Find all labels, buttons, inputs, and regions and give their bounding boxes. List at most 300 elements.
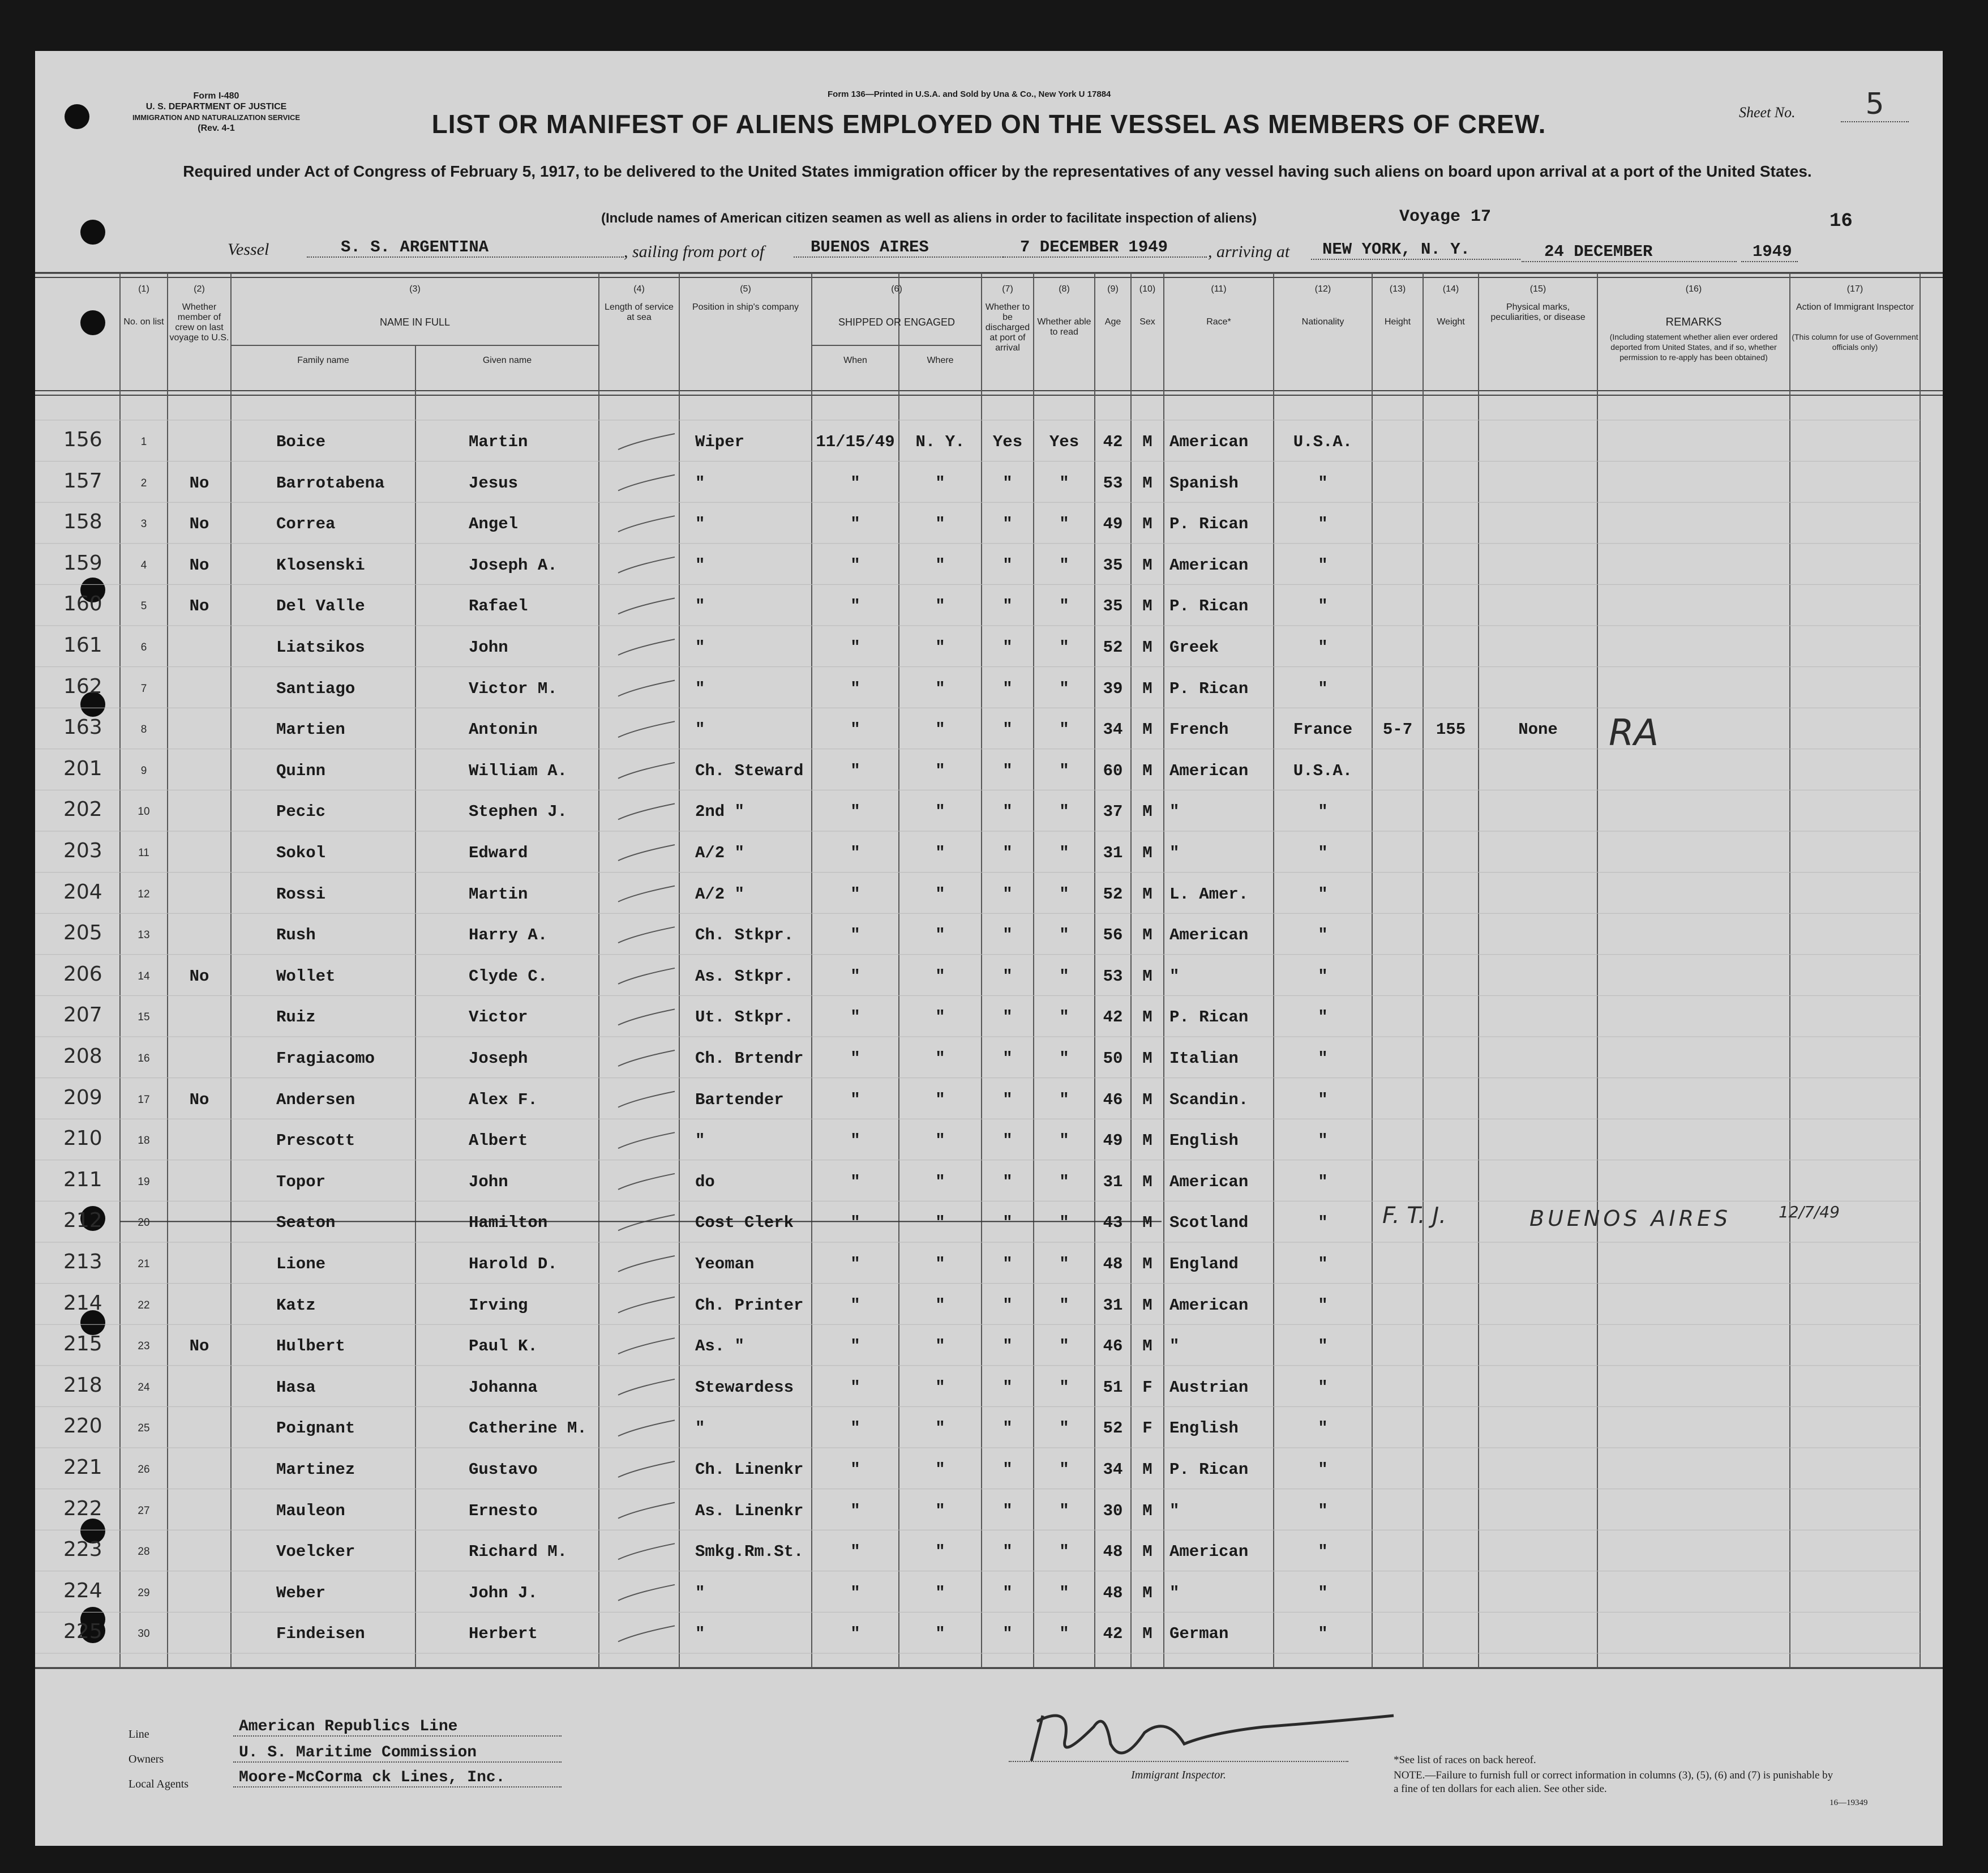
to-be-discharged: " (1002, 844, 1013, 862)
shipped-when: " (850, 1131, 860, 1151)
service-tick-mark (618, 1215, 675, 1230)
sheet-no-value: 5 (1841, 87, 1909, 122)
shipped-when: " (850, 1337, 860, 1356)
remark-ftj-place: BUENOS AIRES (1529, 1206, 1732, 1231)
line-number: 204 (63, 880, 102, 904)
age: 50 (1103, 1049, 1123, 1068)
line-number: 208 (63, 1045, 102, 1068)
given-name: Richard M. (469, 1542, 568, 1562)
list-number: 7 (140, 682, 147, 695)
sex: M (1142, 967, 1152, 986)
list-number: 12 (138, 888, 150, 900)
service-tick-mark (618, 434, 675, 450)
column-subheading: Family name (297, 356, 349, 365)
shipped-where: " (935, 1131, 945, 1151)
to-be-discharged: Yes (992, 433, 1023, 451)
last-voyage: No (189, 1337, 209, 1356)
family-name: Rush (276, 926, 316, 945)
given-name: Gustavo (469, 1460, 538, 1479)
shipped-where: " (935, 1378, 945, 1397)
line-number: 201 (63, 756, 102, 780)
position: Ch. Stkpr. (695, 926, 794, 945)
position: Bartender (695, 1090, 784, 1109)
position: " (695, 1624, 705, 1644)
age: 48 (1103, 1255, 1123, 1273)
last-voyage: No (189, 597, 209, 616)
shipped-when: " (850, 638, 860, 657)
sex: M (1142, 884, 1152, 904)
able-to-read: " (1059, 1419, 1069, 1438)
to-be-discharged: " (1002, 1542, 1013, 1562)
race: " (1169, 1583, 1180, 1602)
list-number: 21 (138, 1258, 150, 1270)
shipped-when: " (850, 1213, 860, 1233)
family-name: Sokol (276, 844, 326, 862)
to-be-discharged: " (1002, 1337, 1013, 1356)
column-heading: Whether member of crew on last voyage to U.S. (169, 302, 229, 343)
shipped-where: " (935, 1419, 945, 1438)
race: P. Rican (1169, 1008, 1249, 1027)
able-to-read: " (1059, 802, 1069, 822)
position: Ch. Linenkr (695, 1460, 804, 1479)
line-number: 211 (63, 1168, 102, 1191)
shipped-where: " (935, 1542, 945, 1562)
service-tick-mark (618, 1132, 675, 1148)
shipped-when: " (850, 926, 860, 945)
sex: M (1142, 802, 1152, 822)
service-tick-mark (618, 1543, 675, 1559)
shipped-when: " (850, 555, 860, 575)
footer-agents-value: Moore-McCorma ck Lines, Inc. (233, 1769, 562, 1788)
list-number: 14 (138, 970, 150, 982)
form-code: 16—19349 (1830, 1798, 1868, 1807)
able-to-read: " (1059, 1501, 1069, 1520)
corner-number: 16 (1830, 211, 1853, 232)
column-heading: Whether to be discharged at port of arrival (985, 302, 1030, 353)
service-tick-mark (618, 1092, 675, 1107)
age: 51 (1103, 1378, 1123, 1397)
given-name: Harold D. (469, 1255, 558, 1273)
service-tick-mark (618, 763, 675, 779)
age: 49 (1103, 1131, 1123, 1151)
given-name: Catherine M. (469, 1419, 587, 1438)
family-name: Ruiz (276, 1008, 316, 1027)
able-to-read: " (1059, 515, 1069, 534)
shipped-when: " (850, 844, 860, 862)
sex: F (1142, 1378, 1152, 1397)
to-be-discharged: " (1002, 1049, 1013, 1068)
shipped-where: " (935, 1337, 945, 1356)
able-to-read: " (1059, 1131, 1069, 1151)
position: Ch. Brtendr (695, 1049, 804, 1068)
sex: M (1142, 555, 1152, 575)
to-be-discharged: " (1002, 1213, 1013, 1233)
service-tick-mark (618, 1256, 675, 1272)
age: 46 (1103, 1090, 1123, 1109)
sex: M (1142, 638, 1152, 657)
able-to-read: " (1059, 844, 1069, 862)
sex: M (1142, 1542, 1152, 1562)
service-tick-mark (618, 681, 675, 696)
sex: M (1142, 926, 1152, 945)
list-number: 11 (138, 847, 149, 859)
given-name: Clyde C. (469, 967, 548, 986)
line-number: 160 (63, 592, 102, 616)
last-voyage: No (189, 555, 209, 575)
service-tick-mark (618, 516, 675, 532)
sheet-no-label: Sheet No. (1739, 104, 1796, 121)
given-name: Edward (469, 844, 528, 862)
able-to-read: " (1059, 1255, 1069, 1273)
family-name: Topor (276, 1172, 326, 1191)
list-number: 18 (138, 1135, 150, 1147)
to-be-discharged: " (1002, 679, 1013, 698)
service-tick-mark (618, 1626, 675, 1641)
able-to-read: " (1059, 1542, 1069, 1562)
service-tick-mark (618, 803, 675, 819)
port-from: BUENOS AIRES (794, 238, 1003, 258)
service-tick-mark (618, 1585, 675, 1601)
shipped-where: " (935, 1172, 945, 1191)
age: 43 (1103, 1213, 1123, 1233)
footer-owners-label: Owners (128, 1753, 164, 1765)
inspector-label: Immigrant Inspector. (1131, 1769, 1226, 1781)
line-number: 157 (63, 469, 102, 493)
list-number: 20 (138, 1217, 150, 1229)
sex: M (1142, 1049, 1152, 1068)
service-tick-mark (618, 598, 675, 614)
to-be-discharged: " (1002, 1008, 1013, 1027)
column-number: (15) (1529, 284, 1546, 294)
service-tick-mark (618, 1174, 675, 1190)
shipped-when: " (850, 515, 860, 534)
given-name: John J. (469, 1583, 538, 1602)
position: " (695, 1583, 705, 1602)
given-name: Johanna (469, 1378, 538, 1397)
line-number: 203 (63, 839, 102, 862)
line-number: 213 (63, 1250, 102, 1273)
family-name: Fragiacomo (276, 1049, 375, 1068)
age: 48 (1103, 1542, 1123, 1562)
age: 53 (1103, 967, 1123, 986)
line-number: 212 (63, 1209, 102, 1233)
race: Italian (1169, 1049, 1239, 1068)
age: 56 (1103, 926, 1123, 945)
column-heading: SHIPPED OR ENGAGED (838, 317, 956, 328)
able-to-read: " (1059, 1213, 1069, 1233)
column-heading: Height (1384, 317, 1411, 327)
able-to-read: " (1059, 1295, 1069, 1315)
position: A/2 " (695, 884, 745, 904)
shipped-when: " (850, 967, 860, 986)
shipped-where: " (935, 1624, 945, 1644)
column-number: (5) (740, 284, 751, 294)
list-number: 10 (138, 806, 150, 818)
service-tick-mark (618, 1461, 675, 1477)
sex: M (1142, 1624, 1152, 1644)
shipped-where: " (935, 1583, 945, 1602)
nationality: " (1318, 1337, 1328, 1356)
column-number: (11) (1211, 284, 1227, 294)
line-number: 222 (63, 1496, 102, 1520)
column-heading: NAME IN FULL (379, 317, 451, 328)
line-number: 163 (63, 716, 102, 739)
family-name: Lione (276, 1255, 326, 1273)
column-subheading: When (843, 356, 867, 365)
line-number: 210 (63, 1127, 102, 1151)
race: American (1169, 1172, 1249, 1191)
to-be-discharged: " (1002, 1583, 1013, 1602)
age: 53 (1103, 473, 1123, 493)
shipped-when: " (850, 1460, 860, 1479)
sex: M (1142, 1501, 1152, 1520)
nationality: " (1318, 1419, 1328, 1438)
nationality: " (1318, 1501, 1328, 1520)
line-number: 215 (63, 1332, 102, 1356)
nationality: " (1318, 1378, 1328, 1397)
shipped-when: " (850, 473, 860, 493)
to-be-discharged: " (1002, 597, 1013, 616)
family-name: Mauleon (276, 1501, 345, 1520)
age: 35 (1103, 597, 1123, 616)
given-name: Martin (469, 884, 528, 904)
nationality: " (1318, 1172, 1328, 1191)
age: 49 (1103, 515, 1123, 534)
family-name: Katz (276, 1295, 316, 1315)
voyage: Voyage 17 (1399, 207, 1492, 226)
given-name: Albert (469, 1131, 528, 1151)
line-number: 225 (63, 1620, 102, 1644)
race: Scandin. (1169, 1090, 1249, 1109)
sex: M (1142, 1090, 1152, 1109)
position: do (695, 1172, 715, 1191)
age: 46 (1103, 1337, 1123, 1356)
service-tick-mark (618, 1503, 675, 1519)
last-voyage: No (189, 515, 209, 534)
subtitle: Required under Act of Congress of February 5, 1917, to be delivered to the United States immigration officer by the representatives of any vessel having such aliens on board upon arrival at a port of the United States. (183, 163, 1812, 180)
nationality: " (1318, 597, 1328, 616)
to-be-discharged: " (1002, 761, 1013, 780)
age: 35 (1103, 555, 1123, 575)
sex: M (1142, 720, 1152, 739)
able-to-read: " (1059, 1583, 1069, 1602)
service-tick-mark (618, 1009, 675, 1025)
nationality: " (1318, 1131, 1328, 1151)
column-heading: REMARKS (1665, 316, 1722, 328)
line-number: 156 (63, 428, 102, 451)
line-number: 223 (63, 1538, 102, 1562)
shipped-where: " (935, 926, 945, 945)
line-number: 158 (63, 510, 102, 534)
position: " (695, 555, 705, 575)
to-be-discharged: " (1002, 1172, 1013, 1191)
list-number: 3 (140, 518, 147, 531)
position: " (695, 1419, 705, 1438)
able-to-read: " (1059, 638, 1069, 657)
able-to-read: " (1059, 555, 1069, 575)
sex: M (1142, 515, 1152, 534)
race: P. Rican (1169, 679, 1249, 698)
family-name: Klosenski (276, 555, 365, 575)
shipped-when: " (850, 1501, 860, 1520)
able-to-read: " (1059, 720, 1069, 739)
nationality: France (1293, 720, 1353, 739)
sex: M (1142, 597, 1152, 616)
shipped-where: N. Y. (915, 433, 965, 451)
family-name: Santiago (276, 679, 355, 698)
able-to-read: " (1059, 926, 1069, 945)
race: English (1169, 1419, 1239, 1438)
sex: M (1142, 1460, 1152, 1479)
family-name: Pecic (276, 802, 326, 822)
list-number: 27 (138, 1504, 150, 1517)
shipped-where: " (935, 884, 945, 904)
position: Ut. Stkpr. (695, 1008, 794, 1027)
race: P. Rican (1169, 1460, 1249, 1479)
race: Austrian (1169, 1378, 1249, 1397)
given-name: Jesus (469, 473, 519, 493)
last-voyage: No (189, 967, 209, 986)
date-from: 7 DECEMBER 1949 (1003, 238, 1207, 258)
nationality: " (1318, 1542, 1328, 1562)
arriving-label: , arriving at (1208, 242, 1290, 261)
sex: M (1142, 844, 1152, 862)
shipped-where: " (935, 720, 945, 739)
column-note: (This column for use of Government officials only) (1792, 332, 1918, 352)
given-name: Victor M. (469, 679, 558, 698)
line-number: 214 (63, 1291, 102, 1315)
footer-owners-value: U. S. Maritime Commission (233, 1744, 562, 1763)
service-tick-mark (618, 639, 675, 655)
nationality: " (1318, 1255, 1328, 1273)
footer-line-label: Line (128, 1728, 149, 1741)
able-to-read: " (1059, 597, 1069, 616)
column-number: (7) (1002, 284, 1013, 294)
list-number: 2 (140, 477, 147, 489)
list-number: 29 (138, 1587, 150, 1599)
shipped-where: " (935, 1255, 945, 1273)
given-name: Ernesto (469, 1501, 538, 1520)
race: German (1169, 1624, 1229, 1644)
list-number: 19 (138, 1175, 150, 1188)
family-name: Del Valle (276, 597, 365, 616)
race: " (1169, 1501, 1180, 1520)
to-be-discharged: " (1002, 1090, 1013, 1109)
given-name: Angel (469, 515, 519, 534)
age: 30 (1103, 1501, 1123, 1520)
age: 52 (1103, 1419, 1123, 1438)
shipped-where: " (935, 638, 945, 657)
service-tick-mark (618, 1050, 675, 1066)
age: 60 (1103, 761, 1123, 780)
inspector-line (1009, 1761, 1348, 1762)
shipped-where: " (935, 597, 945, 616)
age: 39 (1103, 679, 1123, 698)
column-heading: Nationality (1301, 317, 1344, 327)
age: 52 (1103, 884, 1123, 904)
shipped-when: " (850, 802, 860, 822)
include-note: (Include names of American citizen seamen as well as aliens in order to facilitate inspection of aliens) (601, 211, 1257, 226)
column-heading: Weight (1437, 317, 1465, 327)
remark-ftj-date: 12/7/49 (1779, 1203, 1840, 1221)
nationality: " (1318, 926, 1328, 945)
nationality: " (1318, 679, 1328, 698)
line-number: 218 (63, 1373, 102, 1397)
line-number: 207 (63, 1003, 102, 1027)
to-be-discharged: " (1002, 802, 1013, 822)
shipped-where: " (935, 1501, 945, 1520)
nationality: " (1318, 967, 1328, 986)
column-number: (10) (1139, 284, 1156, 294)
age: 31 (1103, 844, 1123, 862)
to-be-discharged: " (1002, 1501, 1013, 1520)
column-number: (3) (409, 284, 421, 294)
races-note: *See list of races on back hereof. (1394, 1754, 1536, 1766)
sex: M (1142, 1213, 1152, 1233)
shipped-when: " (850, 720, 860, 739)
family-name: Quinn (276, 761, 326, 780)
able-to-read: " (1059, 1378, 1069, 1397)
nationality: " (1318, 555, 1328, 575)
list-number: 23 (138, 1340, 150, 1353)
column-heading: Position in ship's company (692, 302, 799, 312)
family-name: Poignant (276, 1419, 355, 1438)
shipped-when: 11/15/49 (816, 433, 895, 451)
list-number: 22 (138, 1299, 150, 1311)
position: Ch. Steward (695, 761, 804, 780)
nationality: U.S.A. (1293, 761, 1353, 780)
position: " (695, 679, 705, 698)
race: " (1169, 1337, 1180, 1356)
shipped-where: " (935, 515, 945, 534)
service-tick-mark (618, 475, 675, 491)
manifest-sheet (35, 51, 1943, 1846)
shipped-where: " (935, 802, 945, 822)
list-number: 8 (140, 724, 147, 736)
position: " (695, 720, 705, 739)
position: Yeoman (695, 1255, 755, 1273)
age: 31 (1103, 1172, 1123, 1191)
nationality: " (1318, 1090, 1328, 1109)
able-to-read: " (1059, 1624, 1069, 1644)
family-name: Martinez (276, 1460, 355, 1479)
given-name: Martin (469, 433, 528, 451)
able-to-read: " (1059, 1460, 1069, 1479)
age: 52 (1103, 638, 1123, 657)
family-name: Hasa (276, 1378, 316, 1397)
given-name: Joseph A. (469, 555, 558, 575)
nationality: " (1318, 802, 1328, 822)
sex: M (1142, 433, 1152, 451)
shipped-when: " (850, 1583, 860, 1602)
sex: M (1142, 1008, 1152, 1027)
to-be-discharged: " (1002, 1255, 1013, 1273)
race: American (1169, 1542, 1249, 1562)
family-name: Andersen (276, 1090, 355, 1109)
nationality: " (1318, 473, 1328, 493)
to-be-discharged: " (1002, 1131, 1013, 1151)
service-tick-mark (618, 1338, 675, 1354)
column-number: (4) (633, 284, 645, 294)
nationality: " (1318, 884, 1328, 904)
shipped-when: " (850, 597, 860, 616)
department: U. S. DEPARTMENT OF JUSTICE (145, 102, 287, 112)
nationality: " (1318, 1213, 1328, 1233)
nationality: " (1318, 1295, 1328, 1315)
able-to-read: " (1059, 1090, 1069, 1109)
to-be-discharged: " (1002, 1624, 1013, 1644)
vessel-name: S. S. ARGENTINA (307, 238, 624, 258)
